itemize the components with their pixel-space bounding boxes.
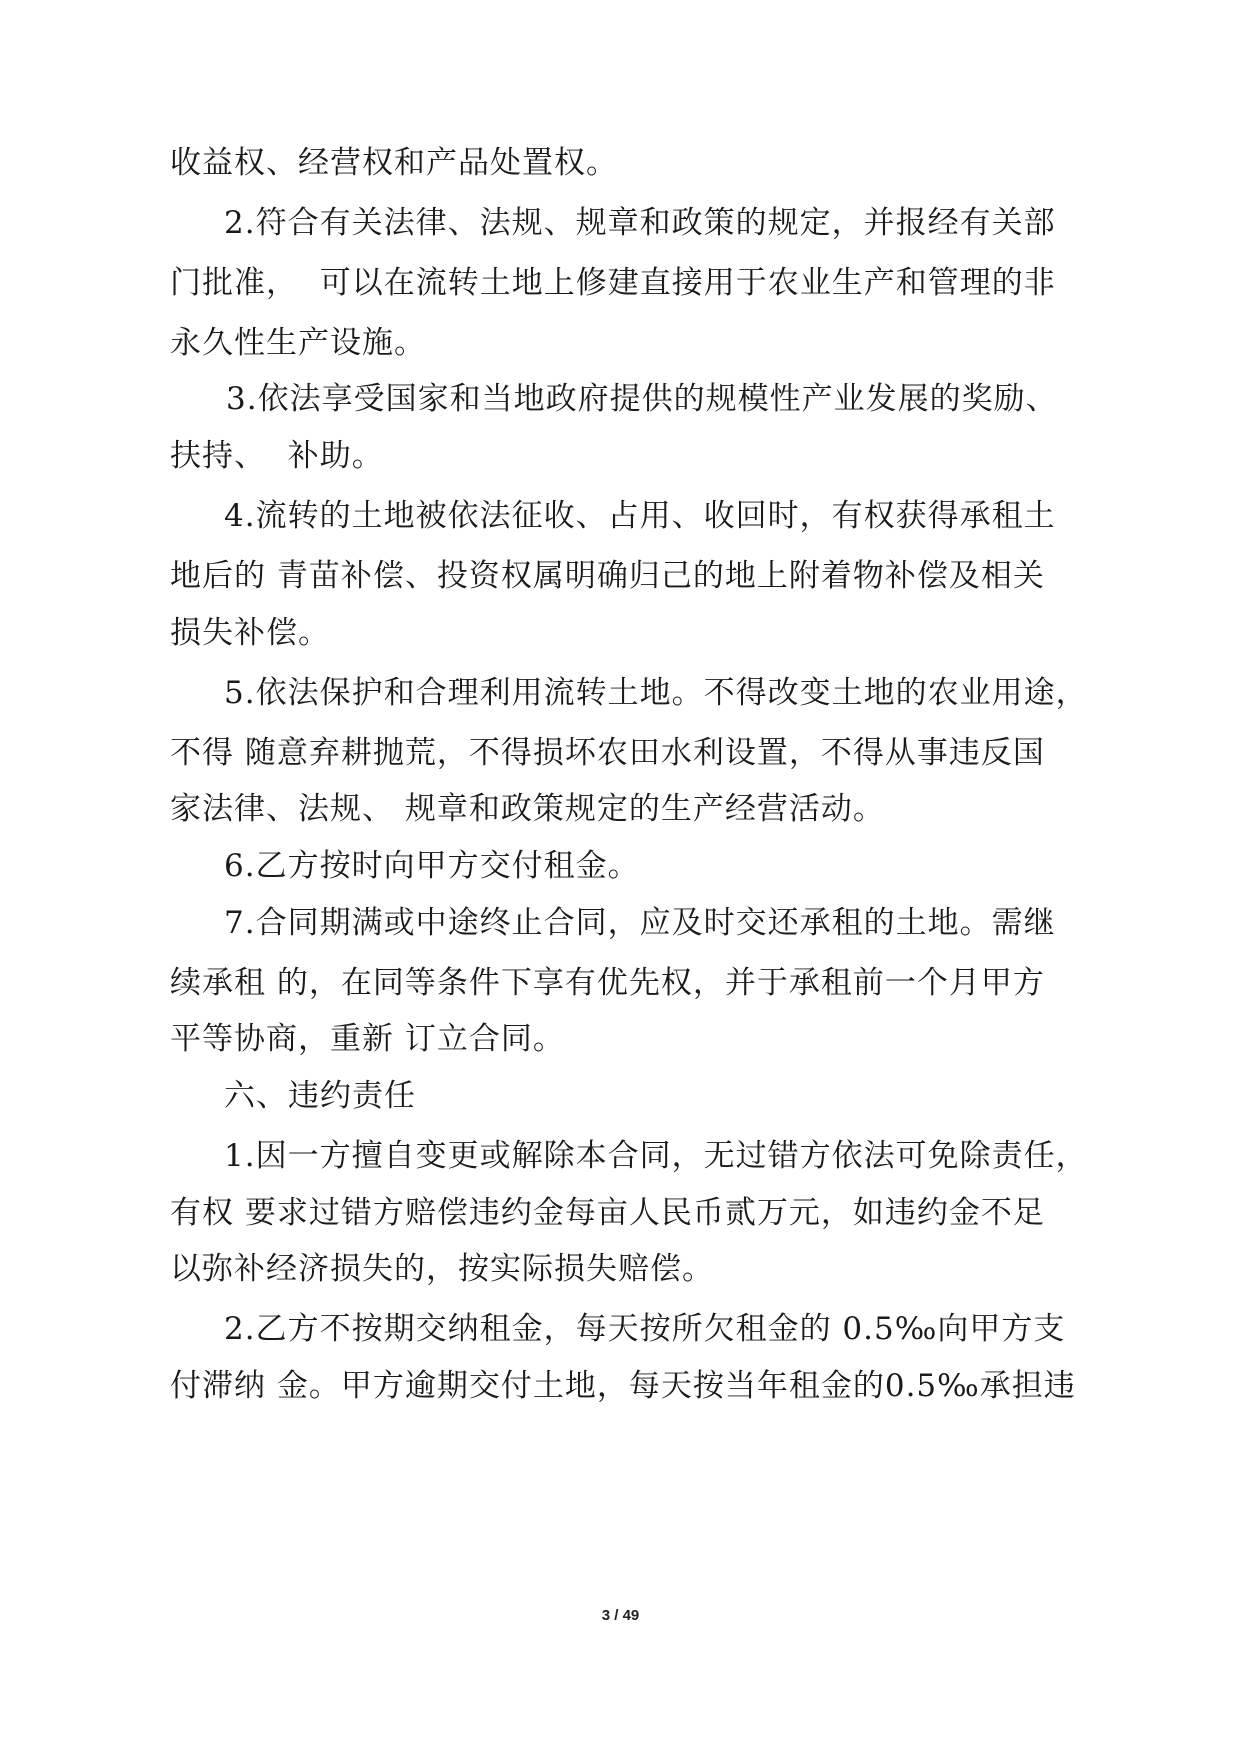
text-line: 不得 随意弃耕抛荒，不得损坏农田水利设置，不得从事违反国 [170, 735, 1045, 771]
text-line: 6.乙方按时向甲方交付租金。 [224, 848, 640, 884]
text-line: 平等协商，重新 订立合同。 [170, 1021, 565, 1057]
text-line: 5.依法保护和合理利用流转土地。不得改变土地的农业用途， [224, 675, 1088, 711]
text-line: 3.依法享受国家和当地政府提供的规模性产业发展的奖励、 [226, 381, 1058, 417]
text-line: 收益权、经营权和产品处置权。 [170, 145, 618, 181]
section-heading: 六、违约责任 [224, 1078, 416, 1114]
text-line: 7.合同期满或中途终止合同，应及时交还承租的土地。需继 [224, 905, 1056, 941]
text-line: 付滞纳 金。甲方逾期交付土地，每天按当年租金的0.5‰承担违 [170, 1368, 1076, 1404]
text-line: 永久性生产设施。 [170, 325, 426, 361]
text-line: 2.符合有关法律、法规、规章和政策的规定，并报经有关部 [224, 205, 1056, 241]
text-line: 有权 要求过错方赔偿违约金每亩人民币贰万元，如违约金不足 [170, 1195, 1045, 1231]
text-line: 以弥补经济损失的，按实际损失赔偿。 [170, 1251, 714, 1287]
text-line: 续承租 的，在同等条件下享有优先权，并于承租前一个月甲方 [170, 965, 1045, 1001]
text-line: 1.因一方擅自变更或解除本合同，无过错方依法可免除责任， [224, 1138, 1088, 1174]
page-number: 3 / 49 [601, 1607, 640, 1624]
text-line: 门批准， 可以在流转土地上修建直接用于农业生产和管理的非 [170, 265, 1056, 301]
text-line: 4.流转的土地被依法征收、占用、收回时，有权获得承租土 [224, 498, 1056, 534]
text-line: 地后的 青苗补偿、投资权属明确归己的地上附着物补偿及相关 [170, 558, 1045, 594]
text-line: 家法律、法规、 规章和政策规定的生产经营活动。 [170, 791, 885, 827]
text-line: 扶持、 补助。 [170, 438, 384, 474]
text-line: 损失补偿。 [170, 615, 330, 651]
text-line: 2.乙方不按期交纳租金，每天按所欠租金的 0.5‰向甲方支 [224, 1311, 1066, 1347]
